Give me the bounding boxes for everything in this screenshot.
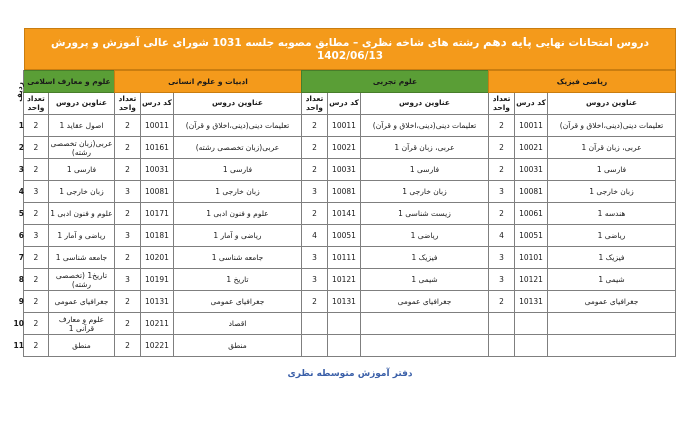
table-row: منطق 10221 2 منطق 2 11: [23, 335, 675, 357]
cell-code-experimental: 10141: [327, 203, 360, 225]
cell-course-experimental: جغرافیای عمومی: [360, 291, 488, 313]
cell-code-literature: 10171: [140, 203, 173, 225]
cell-code-experimental: 10081: [327, 181, 360, 203]
cell-course-experimental: [360, 335, 488, 357]
cell-code-experimental: 10111: [327, 247, 360, 269]
subheader-code-math: کد درس: [515, 93, 548, 115]
subheader-course-islamic: عناوین دروس: [48, 93, 114, 115]
cell-unit-experimental: 2: [301, 291, 327, 313]
group-header-math: ریاضی فیزیک: [488, 71, 675, 93]
cell-code-literature: 10081: [140, 181, 173, 203]
cell-code-math: 10081: [515, 181, 548, 203]
cell-unit-literature: 2: [114, 115, 140, 137]
cell-code-math: [515, 335, 548, 357]
subheader-course-experimental: عناوین دروس: [360, 93, 488, 115]
cell-course-experimental: [360, 313, 488, 335]
subheader-code-experimental: کد درس: [327, 93, 360, 115]
cell-course-literature: زبان خارجی 1: [173, 181, 301, 203]
cell-course-islamic: عربی(زبان تخصصی رشته): [48, 137, 114, 159]
table-row: تعلیمات دینی(دینی،اخلاق و قرآن) 10011 2 تعلیمات دینی(دینی،اخلاق و قرآن) 10011 2 تعلیمات دینی(دینی،اخلاق و قرآن) 10011 2 اصول عقاید 1 2 1: [23, 115, 675, 137]
cell-unit-literature: 2: [114, 247, 140, 269]
cell-unit-literature: 2: [114, 159, 140, 181]
cell-unit-math: 4: [488, 225, 514, 247]
cell-unit-experimental: 2: [301, 159, 327, 181]
cell-unit-islamic: 2: [23, 335, 48, 357]
cell-unit-islamic: 2: [23, 159, 48, 181]
cell-course-literature: فارسی 1: [173, 159, 301, 181]
table-row: جغرافیای عمومی 10131 2 جغرافیای عمومی 10131 2 جغرافیای عمومی 10131 2 جغرافیای عمومی 2 9: [23, 291, 675, 313]
cell-course-islamic: منطق: [48, 335, 114, 357]
cell-course-islamic: اصول عقاید 1: [48, 115, 114, 137]
cell-course-math: هندسه 1: [548, 203, 676, 225]
table-row: فارسی 1 10031 2 فارسی 1 10031 2 فارسی 1 10031 2 فارسی 1 2 3: [23, 159, 675, 181]
cell-unit-experimental: 3: [301, 247, 327, 269]
cell-course-math: زبان خارجی 1: [548, 181, 676, 203]
cell-course-experimental: ریاضی 1: [360, 225, 488, 247]
cell-code-math: 10121: [515, 269, 548, 291]
cell-unit-islamic: 2: [23, 247, 48, 269]
table-row: شیمی 1 10121 3 شیمی 1 10121 3 تاریخ 1 10191 3 تاریخ1 (تخصصی رشته) 2 8: [23, 269, 675, 291]
cell-course-experimental: فارسی 1: [360, 159, 488, 181]
cell-code-literature: 10011: [140, 115, 173, 137]
title-prefix: دروس امتحانات نهایی: [531, 37, 649, 49]
cell-unit-experimental: 3: [301, 269, 327, 291]
table-row: هندسه 1 10061 2 زیست شناسی 1 10141 2 علوم و فنون ادبی 1 10171 2 علوم و فنون ادبی 1 2 5: [23, 203, 675, 225]
subheader-unit-islamic: تعداد واحد: [23, 93, 48, 115]
title-emphasis: پایه دهم: [482, 35, 532, 49]
cell-unit-literature: 2: [114, 291, 140, 313]
cell-course-experimental: فیزیک 1: [360, 247, 488, 269]
cell-code-experimental: 10021: [327, 137, 360, 159]
cell-code-experimental: [327, 313, 360, 335]
cell-course-math: فارسی 1: [548, 159, 676, 181]
cell-unit-math: 2: [488, 203, 514, 225]
cell-course-literature: تاریخ 1: [173, 269, 301, 291]
cell-unit-literature: 3: [114, 225, 140, 247]
subheader-unit-math: تعداد واحد: [488, 93, 514, 115]
cell-code-math: [515, 313, 548, 335]
cell-unit-math: [488, 335, 514, 357]
cell-unit-literature: 2: [114, 203, 140, 225]
cell-unit-literature: 3: [114, 181, 140, 203]
cell-code-math: 10031: [515, 159, 548, 181]
cell-unit-math: 2: [488, 159, 514, 181]
cell-code-math: 10011: [515, 115, 548, 137]
cell-code-experimental: 10011: [327, 115, 360, 137]
cell-course-literature: جغرافیای عمومی: [173, 291, 301, 313]
cell-code-literature: 10031: [140, 159, 173, 181]
cell-code-literature: 10161: [140, 137, 173, 159]
cell-code-math: 10051: [515, 225, 548, 247]
subheader-unit-literature: تعداد واحد: [114, 93, 140, 115]
cell-unit-literature: 2: [114, 313, 140, 335]
cell-course-literature: ریاضی و آمار 1: [173, 225, 301, 247]
cell-unit-islamic: 2: [23, 137, 48, 159]
cell-code-experimental: [327, 335, 360, 357]
cell-course-islamic: زبان خارجی 1: [48, 181, 114, 203]
document-title: [24, 28, 676, 70]
subheader-unit-experimental: تعداد واحد: [301, 93, 327, 115]
cell-code-math: 10101: [515, 247, 548, 269]
cell-unit-literature: 2: [114, 137, 140, 159]
cell-course-experimental: زبان خارجی 1: [360, 181, 488, 203]
table-row: فیزیک 1 10101 3 فیزیک 1 10111 3 جامعه شناسی 1 10201 2 جامعه شناسی 1 2 7: [23, 247, 675, 269]
subheader-code-literature: کد درس: [140, 93, 173, 115]
cell-unit-islamic: 3: [23, 225, 48, 247]
cell-course-islamic: علوم و معارف قرآنی 1: [48, 313, 114, 335]
cell-course-math: [548, 335, 676, 357]
cell-course-literature: تعلیمات دینی(دینی،اخلاق و قرآن): [173, 115, 301, 137]
cell-course-islamic: جغرافیای عمومی: [48, 291, 114, 313]
cell-unit-islamic: 2: [23, 269, 48, 291]
cell-unit-math: [488, 313, 514, 335]
cell-code-math: 10131: [515, 291, 548, 313]
subheader-row: [23, 93, 675, 115]
subheader-course-math: عناوین دروس: [548, 93, 676, 115]
subheader-course-literature: عناوین دروس: [173, 93, 301, 115]
cell-unit-experimental: [301, 335, 327, 357]
cell-unit-math: 3: [488, 181, 514, 203]
cell-code-literature: 10181: [140, 225, 173, 247]
cell-course-islamic: فارسی 1: [48, 159, 114, 181]
cell-unit-literature: 2: [114, 335, 140, 357]
cell-course-math: فیزیک 1: [548, 247, 676, 269]
cell-course-literature: جامعه شناسی 1: [173, 247, 301, 269]
cell-code-experimental: 10031: [327, 159, 360, 181]
cell-course-experimental: عربی، زبان قرآن 1: [360, 137, 488, 159]
cell-unit-islamic: 2: [23, 115, 48, 137]
cell-course-islamic: ریاضی و آمار 1: [48, 225, 114, 247]
cell-code-experimental: 10131: [327, 291, 360, 313]
cell-course-islamic: تاریخ1 (تخصصی رشته): [48, 269, 114, 291]
cell-unit-islamic: 2: [23, 203, 48, 225]
cell-course-literature: منطق: [173, 335, 301, 357]
cell-course-literature: علوم و فنون ادبی 1: [173, 203, 301, 225]
cell-code-literature: 10191: [140, 269, 173, 291]
rank-column-header-label: ردیف: [14, 81, 24, 102]
cell-course-math: [548, 313, 676, 335]
cell-course-math: ریاضی 1: [548, 225, 676, 247]
cell-unit-islamic: 3: [23, 181, 48, 203]
cell-unit-experimental: [301, 313, 327, 335]
cell-course-math: شیمی 1: [548, 269, 676, 291]
group-header-experimental: علوم تجربی: [301, 71, 488, 93]
cell-course-math: عربی، زبان قرآن 1: [548, 137, 676, 159]
cell-unit-math: 3: [488, 247, 514, 269]
cell-unit-experimental: 3: [301, 181, 327, 203]
table-row: زبان خارجی 1 10081 3 زبان خارجی 1 10081 3 زبان خارجی 1 10081 3 زبان خارجی 1 3 4: [23, 181, 675, 203]
cell-unit-math: 2: [488, 291, 514, 313]
group-header-row: [23, 71, 675, 93]
cell-course-math: تعلیمات دینی(دینی،اخلاق و قرآن): [548, 115, 676, 137]
cell-unit-literature: 3: [114, 269, 140, 291]
table-row: اقصاد 10211 2 علوم و معارف قرآنی 1 2 10: [23, 313, 675, 335]
exam-courses-table-wrapper: [13, 70, 676, 357]
cell-code-experimental: 10121: [327, 269, 360, 291]
cell-course-islamic: جامعه شناسی 1: [48, 247, 114, 269]
cell-course-literature: اقصاد: [173, 313, 301, 335]
cell-code-literature: 10131: [140, 291, 173, 313]
cell-code-literature: 10201: [140, 247, 173, 269]
cell-unit-experimental: 4: [301, 225, 327, 247]
cell-unit-experimental: 2: [301, 203, 327, 225]
cell-course-experimental: شیمی 1: [360, 269, 488, 291]
exam-courses-table: [13, 70, 676, 357]
table-row: ریاضی 1 10051 4 ریاضی 1 10051 4 ریاضی و آمار 1 10181 3 ریاضی و آمار 1 3 6: [23, 225, 675, 247]
cell-unit-math: 2: [488, 137, 514, 159]
document-footer: دفتر آموزش متوسطه نظری: [287, 369, 413, 380]
table-row: عربی، زبان قرآن 1 10021 2 عربی، زبان قرآن 1 10021 2 عربی(زبان تخصصی رشته) 10161 2 عربی(زبان تخصصی رشته) 2 2: [23, 137, 675, 159]
cell-unit-experimental: 2: [301, 115, 327, 137]
cell-unit-math: 3: [488, 269, 514, 291]
cell-course-math: جغرافیای عمومی: [548, 291, 676, 313]
cell-code-literature: 10221: [140, 335, 173, 357]
cell-code-math: 10021: [515, 137, 548, 159]
cell-unit-experimental: 2: [301, 137, 327, 159]
group-header-islamic: علوم و معارف اسلامی: [23, 71, 114, 93]
cell-course-islamic: علوم و فنون ادبی 1: [48, 203, 114, 225]
group-header-literature: ادبیات و علوم انسانی: [114, 71, 301, 93]
cell-unit-math: 2: [488, 115, 514, 137]
cell-unit-islamic: 2: [23, 291, 48, 313]
cell-unit-islamic: 2: [23, 313, 48, 335]
cell-code-experimental: 10051: [327, 225, 360, 247]
cell-course-experimental: تعلیمات دینی(دینی،اخلاق و قرآن): [360, 115, 488, 137]
cell-course-literature: عربی(زبان تخصصی رشته): [173, 137, 301, 159]
cell-code-literature: 10211: [140, 313, 173, 335]
cell-code-math: 10061: [515, 203, 548, 225]
cell-course-experimental: زیست شناسی 1: [360, 203, 488, 225]
title-suffix: رشته های شاخه نظری – مطابق مصوبه جلسه 1031 شورای عالی آموزش و پرورش 1402/06/13: [51, 37, 483, 62]
